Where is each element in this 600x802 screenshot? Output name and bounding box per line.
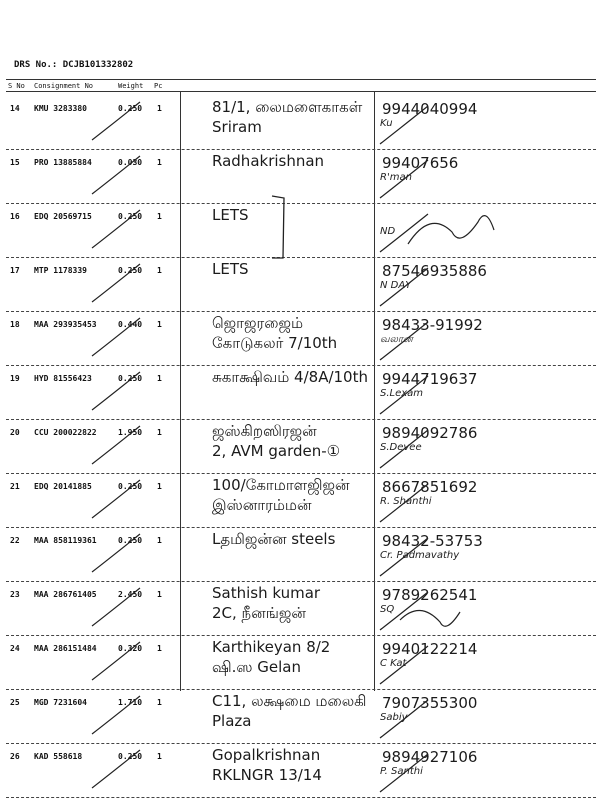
row-consignment: MAA 858119361	[34, 536, 97, 545]
row-name-line2: Plaza	[212, 712, 252, 730]
row-signature: R. Shanthi	[380, 496, 432, 507]
row-signature: R'man	[380, 172, 412, 183]
table-row	[0, 420, 600, 474]
tick-mark	[90, 582, 150, 636]
row-pcs: 1	[157, 590, 162, 599]
row-weight: 0.320	[118, 644, 143, 653]
row-phone-handwritten: 9944719637	[382, 370, 478, 388]
receiver-tick-mark	[378, 694, 438, 748]
row-name-handwritten: 81/1, லைமளைகாகள்	[212, 98, 363, 116]
row-weight: 2.450	[118, 590, 143, 599]
tick-mark	[90, 312, 150, 366]
row-weight: 0.250	[118, 374, 143, 383]
header-top-rule	[6, 79, 596, 80]
row-sno: 17	[10, 266, 20, 275]
row-consignment: MAA 286151484	[34, 644, 97, 653]
row-phone-handwritten: 9944040994	[382, 100, 478, 118]
row-phone-handwritten: 7907355300	[382, 694, 478, 712]
row-signature: SQ	[380, 604, 395, 615]
row-signature: S.Lexam	[380, 388, 424, 399]
row-weight: 0.250	[118, 266, 143, 275]
row-weight: 0.250	[118, 482, 143, 491]
row-consignment: PRO 13885884	[34, 158, 92, 167]
row-sno: 21	[10, 482, 20, 491]
row-weight: 0.250	[118, 104, 143, 113]
row-pcs: 1	[157, 104, 162, 113]
receiver-tick-mark	[378, 532, 438, 586]
table-row	[0, 474, 600, 528]
row-consignment: KAD 558618	[34, 752, 83, 761]
row-name-handwritten: Radhakrishnan	[212, 152, 325, 170]
row-pcs: 1	[157, 158, 162, 167]
tick-mark	[90, 528, 150, 582]
row-name-line2: 2C, நீனங்ஜன்	[212, 604, 306, 622]
row-sno: 18	[10, 320, 20, 329]
table-row	[0, 366, 600, 420]
row-name-handwritten: சுகாக்ஷிவம் 4/8A/10th	[212, 368, 368, 386]
row-pcs: 1	[157, 428, 162, 437]
tick-mark	[90, 366, 150, 420]
receiver-tick-mark	[378, 154, 438, 208]
row-pcs: 1	[157, 752, 162, 761]
tick-mark	[90, 204, 150, 258]
row-sno: 24	[10, 644, 20, 653]
tick-mark	[90, 474, 150, 528]
row-sno: 19	[10, 374, 20, 383]
row-weight: 0.250	[118, 752, 143, 761]
row-sno: 20	[10, 428, 20, 437]
row-sno: 25	[10, 698, 20, 707]
row-consignment: MAA 286761405	[34, 590, 97, 599]
table-row	[0, 150, 600, 204]
row-name-line2: இஸ்னாரம்மன்	[212, 496, 312, 514]
row-weight: 0.250	[118, 536, 143, 545]
table-row	[0, 204, 600, 258]
row-pcs: 1	[157, 266, 162, 275]
row-phone-handwritten: 9940122214	[382, 640, 478, 658]
row-consignment: HYD 81556423	[34, 374, 92, 383]
row-weight: 0.440	[118, 320, 143, 329]
row-consignment: MTP 1178339	[34, 266, 87, 275]
row-weight: 1.710	[118, 698, 143, 707]
row-phone-handwritten: 9894092786	[382, 424, 478, 442]
tick-mark	[90, 420, 150, 474]
row-sno: 26	[10, 752, 20, 761]
row-pcs: 1	[157, 644, 162, 653]
receiver-tick-mark	[378, 478, 438, 532]
table-row	[0, 582, 600, 636]
row-name-handwritten: C11, லக்ஷமை மலைகி	[212, 692, 367, 710]
row-phone-handwritten: 8667851692	[382, 478, 478, 496]
header-weight: Weight	[118, 82, 144, 90]
header-consignment: Consignment No	[34, 82, 94, 90]
row-sno: 22	[10, 536, 20, 545]
receiver-tick-mark	[378, 370, 438, 424]
row-phone-handwritten: 9894927106	[382, 748, 478, 766]
receiver-tick-mark	[378, 100, 438, 154]
table-row	[0, 258, 600, 312]
row-signature: Sabiy	[380, 712, 408, 723]
row-signature: S.Devee	[380, 442, 422, 453]
row-phone-handwritten: 98432-53753	[382, 532, 483, 550]
row-consignment: MGD 7231604	[34, 698, 87, 707]
row-signature: ND	[380, 226, 396, 237]
row-pcs: 1	[157, 482, 162, 491]
receiver-tick-mark	[378, 586, 438, 640]
row-weight: 0.030	[118, 158, 143, 167]
row-pcs: 1	[157, 698, 162, 707]
row-name-handwritten: ஜஸ்கிறஸிரஜன்	[212, 422, 317, 440]
receiver-tick-mark	[378, 424, 438, 478]
row-phone-handwritten: 9789262541	[382, 586, 478, 604]
tick-mark	[90, 690, 150, 744]
row-sno: 16	[10, 212, 20, 221]
table-row	[0, 744, 600, 798]
row-sno: 15	[10, 158, 20, 167]
tick-mark	[90, 258, 150, 312]
row-signature: Cr. Padmavathy	[380, 550, 460, 561]
tick-mark	[90, 636, 150, 690]
row-name-handwritten: Gopalkrishnan	[212, 746, 321, 764]
row-consignment: MAA 293935453	[34, 320, 97, 329]
receiver-tick-mark	[378, 316, 438, 370]
row-name-handwritten: ஜொஜரஜைம்	[212, 314, 304, 332]
row-consignment: EDQ 20141885	[34, 482, 92, 491]
receiver-tick-mark	[378, 208, 438, 262]
row-name-line2: கோடுகலர் 7/10th	[212, 334, 338, 352]
row-consignment: KMU 3283380	[34, 104, 87, 113]
row-signature: N DAY	[380, 280, 412, 291]
row-weight: 0.250	[118, 212, 143, 221]
row-phone-handwritten: 98433-91992	[382, 316, 483, 334]
tick-mark	[90, 744, 150, 798]
row-name-line2: ஷி.ஸ Gelan	[212, 658, 301, 676]
row-phone-handwritten: 87546935886	[382, 262, 487, 280]
row-name-handwritten: LETS	[212, 206, 249, 224]
row-phone-handwritten: 99407656	[382, 154, 459, 172]
receiver-tick-mark	[378, 262, 438, 316]
receiver-tick-mark	[378, 748, 438, 802]
receiver-tick-mark	[378, 640, 438, 694]
drs-number: DRS No.: DCJB101332802	[14, 60, 134, 70]
tick-mark	[90, 150, 150, 204]
row-name-handwritten: LETS	[212, 260, 249, 278]
table-row	[0, 528, 600, 582]
row-name-handwritten: Karthikeyan 8/2	[212, 638, 331, 656]
table-row	[0, 312, 600, 366]
row-name-line2: 2, AVM garden-①	[212, 442, 341, 460]
row-pcs: 1	[157, 374, 162, 383]
row-name-handwritten: Sathish kumar	[212, 584, 321, 602]
header-pcs: Pc	[154, 82, 163, 90]
row-name-line2: Sriram	[212, 118, 262, 136]
row-weight: 1.950	[118, 428, 143, 437]
row-name-line2: RKLNGR 13/14	[212, 766, 322, 784]
row-sno: 14	[10, 104, 20, 113]
table-row	[0, 690, 600, 744]
row-pcs: 1	[157, 536, 162, 545]
row-consignment: CCU 200022822	[34, 428, 97, 437]
tick-mark	[90, 96, 150, 150]
row-name-handwritten: Lதமிஜன்ன steels	[212, 530, 336, 548]
row-signature: P. Santhi	[380, 766, 423, 777]
row-pcs: 1	[157, 320, 162, 329]
row-signature: வலான	[380, 334, 413, 345]
table-row	[0, 636, 600, 690]
row-signature: Ku	[380, 118, 393, 129]
row-consignment: EDQ 20569715	[34, 212, 92, 221]
row-pcs: 1	[157, 212, 162, 221]
table-row	[0, 96, 600, 150]
header-bottom-rule	[6, 91, 596, 92]
header-sno: S No	[8, 82, 25, 90]
row-sno: 23	[10, 590, 20, 599]
row-name-handwritten: 100/கோமாளஜிஜன்	[212, 476, 350, 494]
row-signature: C Kat	[380, 658, 407, 669]
